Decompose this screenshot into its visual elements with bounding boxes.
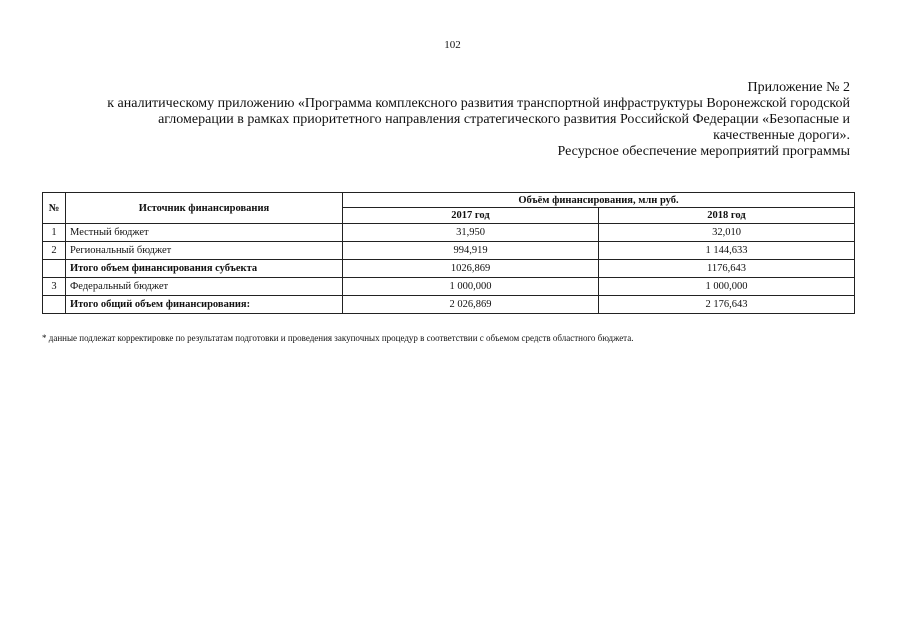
page-number: 102 [444,39,461,51]
row-value-2017: 31,950 [343,224,599,242]
row-value-2017: 1026,869 [343,260,599,278]
row-value-2018: 2 176,643 [599,296,855,314]
row-number: 2 [43,242,66,260]
row-source: Итого общий объем финансирования: [66,296,343,314]
header-source: Источник финансирования [66,193,343,224]
appendix-line-1: к аналитическому приложению «Программа комплексного развития транспортной инфраструктуры Воронежской городской [107,96,850,111]
appendix-line-3: качественные дороги». [713,128,850,143]
header-number: № [43,193,66,224]
header-volume: Объём финансирования, млн руб. [343,193,855,208]
row-value-2017: 2 026,869 [343,296,599,314]
appendix-header [40,80,850,160]
appendix-title: Приложение № 2 [747,80,850,95]
header-year-2017: 2017 год [343,208,599,224]
row-number: 1 [43,224,66,242]
row-value-2018: 32,010 [599,224,855,242]
table-row [43,278,855,296]
row-source: Местный бюджет [66,224,343,242]
table-row-subtotal [43,260,855,278]
table-row [43,242,855,260]
table-row-total [43,296,855,314]
row-source: Итого объем финансирования субъекта [66,260,343,278]
table-row [43,224,855,242]
row-source: Федеральный бюджет [66,278,343,296]
appendix-line-2: агломерации в рамках приоритетного направления стратегического развития Российской Федерации «Безопасные и [158,112,850,127]
row-number [43,296,66,314]
header-year-2018: 2018 год [599,208,855,224]
row-number: 3 [43,278,66,296]
row-value-2018: 1 144,633 [599,242,855,260]
row-source: Региональный бюджет [66,242,343,260]
financing-table [42,192,855,314]
row-value-2018: 1 000,000 [599,278,855,296]
row-number [43,260,66,278]
resources-title: Ресурсное обеспечение мероприятий программы [557,144,850,159]
row-value-2017: 994,919 [343,242,599,260]
row-value-2018: 1176,643 [599,260,855,278]
footnote: * данные подлежат корректировке по результатам подготовки и проведения закупочных процедур в соответствии с объемом средств областного бюджета. [42,333,634,343]
row-value-2017: 1 000,000 [343,278,599,296]
